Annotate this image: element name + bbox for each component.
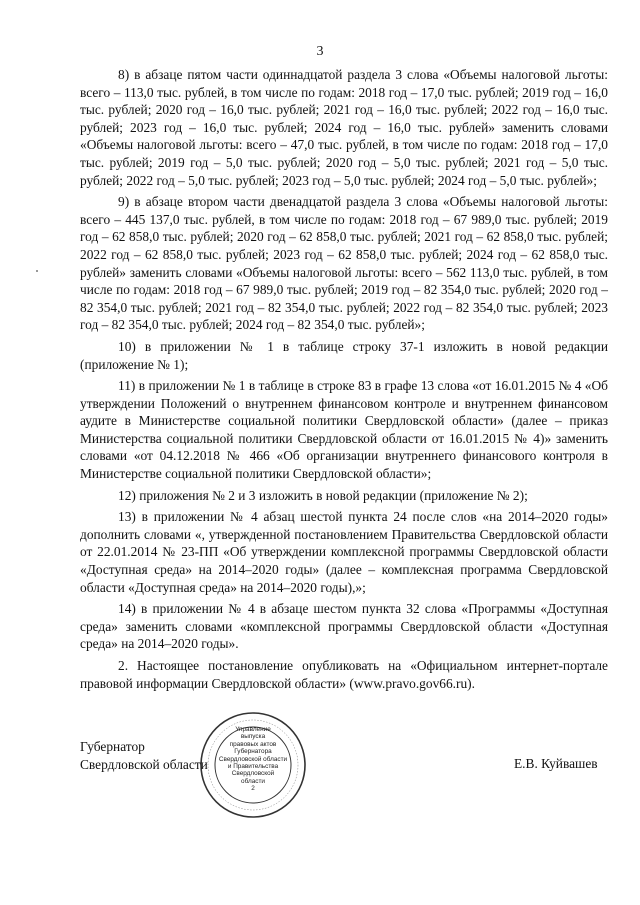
paragraph-item-10: 10) в приложении № 1 в таблице строку 37-1 изложить в новой редакции (приложение № 1); [80, 338, 608, 372]
paragraph-item-11: 11) в приложении № 1 в таблице в строке 83 в графе 13 слова «от 16.01.2015 № 4 «Об утверждении Положений о внутреннем финансовом контроле и внутреннем финансовом аудите в Министерстве социальной политики Свердловской области» (далее – приказ Министерства социальной политики Свердловской области от 16.01.2015 № 4)» заменить словами «от 04.12.2018 № 466 «Об организации внутреннего финансового контроля в Министерстве социальной политики Свердловской области»; [80, 378, 608, 482]
paragraph-item-8: 8) в абзаце пятом части одиннадцатой раздела 3 слова «Объемы налоговой льготы: всего – 113,0 тыс. рублей, в том числе по годам: 2018 год – 17,0 тыс. рублей; 2019 год – 16,0 тыс. рублей; 2020 год – 16,0 тыс. рублей; 2021 год – 16,0 тыс. рублей; 2022 год – 16,0 тыс. рублей; 2023 год – 16,0 тыс. рублей; 2024 год – 16,0 тыс. рублей» заменить словами «Объемы налоговой льготы: всего – 47,0 тыс. рублей, в том числе по годам: 2018 год – 17,0 тыс. рублей; 2019 год – 5,0 тыс. рублей; 2020 год – 5,0 тыс. рублей; 2021 год – 5,0 тыс. рублей; 2022 год – 5,0 тыс. рублей; 2023 год – 5,0 тыс. рублей; 2024 год – 5,0 тыс. рублей»; [80, 67, 608, 188]
paragraph-item-13: 13) в приложении № 4 абзац шестой пункта 24 после слов «на 2014–2020 годы» дополнить словами «, утвержденной постановлением Правительства Свердловской области от 22.01.2014 № 23-ПП «Об утверждении комплексной программы Свердловской области «Доступная среда» на 2014–2020 годы» (далее – комплексная программа Свердловской области «Доступная среда» на 2014–2020 годы),»; [80, 509, 608, 595]
paragraph-item-12: 12) приложения № 2 и 3 изложить в новой редакции (приложение № 2); [118, 487, 528, 503]
document-body [80, 66, 608, 696]
paragraph-item-9: 9) в абзаце втором части двенадцатой раздела 3 слова «Объемы налоговой льготы: всего – 445 137,0 тыс. рублей, в том числе по годам: 2018 год – 67 989,0 тыс. рублей; 2019 год – 62 858,0 тыс. рублей; 2020 год – 62 858,0 тыс. рублей; 2021 год – 62 858,0 тыс. рублей; 2022 год – 62 858,0 тыс. рублей; 2023 год – 62 858,0 тыс. рублей; 2024 год – 62 858,0 тыс. рублей» заменить словами «Объемы налоговой льготы: всего – 562 113,0 тыс. рублей, в том числе по годам: 2018 год – 67 989,0 тыс. рублей; 2019 год – 82 354,0 тыс. рублей; 2020 год – 82 354,0 тыс. рублей; 2021 год – 82 354,0 тыс. рублей; 2022 год – 82 354,0 тыс. рублей; 2023 год – 82 354,0 тыс. рублей; 2024 год – 82 354,0 тыс. рублей»; [80, 194, 608, 333]
seal-line: выпуска [240, 733, 266, 741]
signatory-name: Е.В. Куйвашев [514, 756, 598, 771]
seal-line: правовых актов [229, 740, 277, 748]
seal-line: области [241, 777, 265, 785]
seal-line: Свердловской области [218, 755, 288, 763]
scan-artifact [36, 270, 38, 272]
seal-text [218, 726, 288, 793]
paragraph-item-14: 14) в приложении № 4 в абзаце шестом пункта 32 слова «Программы «Доступная среда» заменить словами «комплексной программы Свердловской области «Доступная среда» на 2014–2020 годы». [80, 601, 608, 652]
paragraph-section-2: 2. Настоящее постановление опубликовать на «Официальном интернет-портале правовой информации Свердловской области» (www.pravo.gov66.ru). [80, 658, 608, 691]
signatory-title-line1: Губернатор [80, 739, 145, 754]
signatory-title [80, 738, 208, 773]
page-number: 3 [316, 44, 324, 59]
official-seal-stamp [198, 710, 308, 820]
seal-line: Свердловской [231, 770, 275, 778]
seal-line: Управление [235, 726, 271, 733]
seal-line: и Правительства [227, 763, 279, 771]
signatory-title-line2: Свердловской области [80, 756, 208, 772]
seal-line: 2 [251, 785, 255, 793]
seal-line: Губернатора [234, 748, 272, 756]
